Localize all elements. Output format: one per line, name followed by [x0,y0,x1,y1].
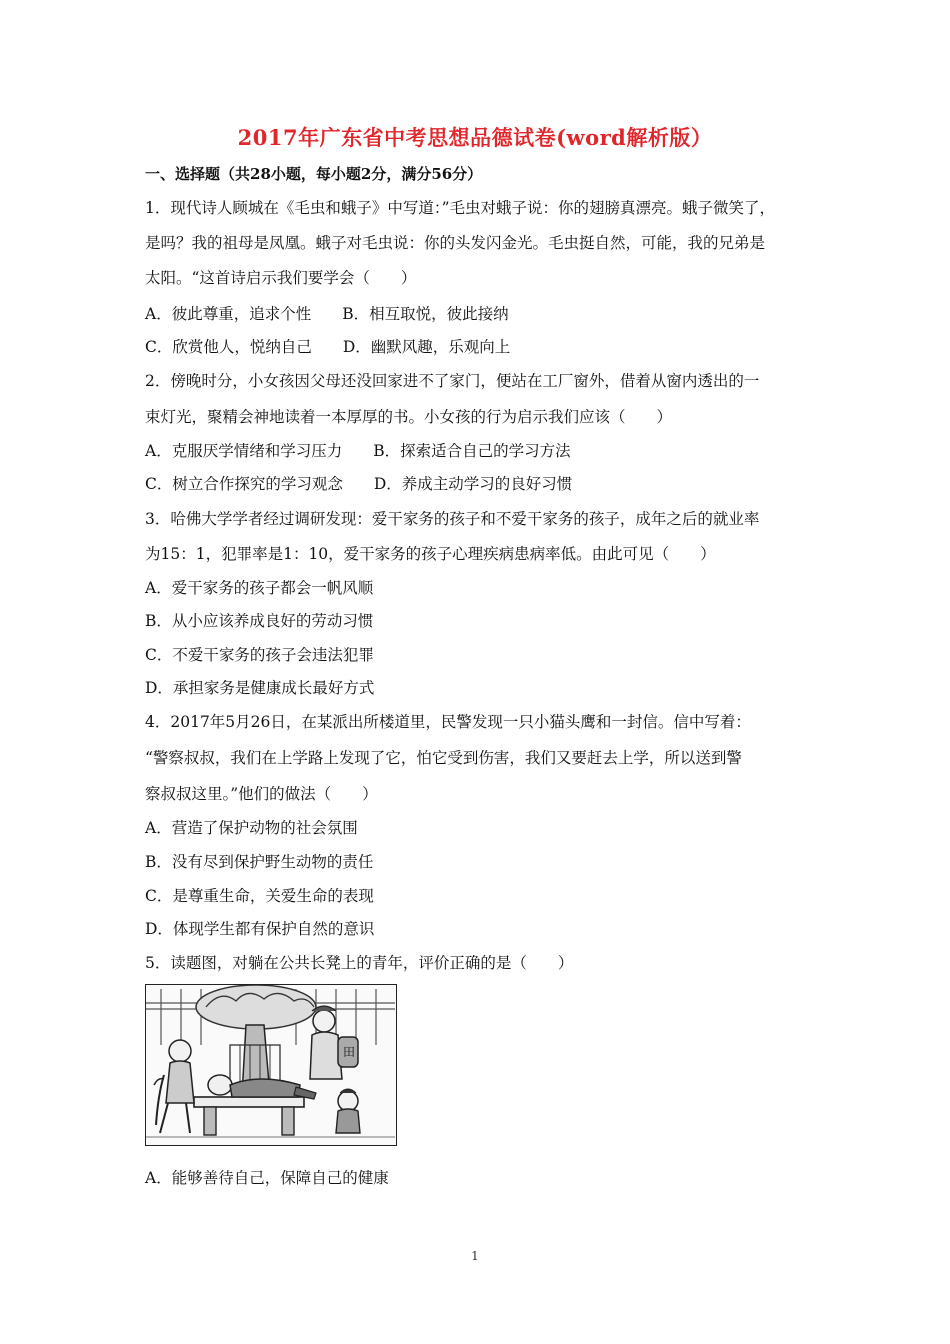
question-text: 为15：1，犯罪率是1：10，爱干家务的孩子心理疾病患病率低。由此可见（ ） [145,545,716,563]
answer-option: D．体现学生都有保护自然的意识 [145,920,375,938]
answer-option: A．彼此尊重，追求个性 B．相互取悦，彼此接纳 [145,305,509,323]
question-text: 察叔叔这里。”他们的做法（ ） [145,785,378,803]
question-text: 太阳。“这首诗启示我们要学会（ ） [145,269,417,287]
question-text: “警察叔叔，我们在上学路上发现了它，怕它受到伤害，我们又要赶去上学，所以送到警 [145,749,742,767]
page-number: 1 [471,1249,479,1263]
answer-option: B．从小应该养成良好的劳动习惯 [145,612,374,630]
question-text: 2．傍晚时分，小女孩因父母还没回家进不了家门，便站在工厂窗外，借着从窗内透出的一 [145,372,760,390]
question-text: 1．现代诗人顾城在《毛虫和蛾子》中写道：”毛虫对蛾子说：你的翅膀真漂亮。蛾子微笑了， [145,199,776,217]
answer-option: A．爱干家务的孩子都会一帆风顺 [145,579,374,597]
badge-text: 田 [343,1045,356,1059]
answer-option: A．能够善待自己，保障自己的健康 [145,1169,389,1187]
section-heading: 一、选择题（共28小题，每小题2分，满分56分） [145,165,483,183]
answer-option: C．不爱干家务的孩子会违法犯罪 [145,646,374,664]
answer-option: C．是尊重生命，关爱生命的表现 [145,887,374,905]
answer-option: B．没有尽到保护野生动物的责任 [145,853,374,871]
answer-option: A．营造了保护动物的社会氛围 [145,819,358,837]
answer-option: D．承担家务是健康成长最好方式 [145,679,375,697]
question-text: 是吗？我的祖母是凤凰。蛾子对毛虫说：你的头发闪金光。毛虫挺自然，可能，我的兄弟是 [145,234,766,252]
question-text: 4．2017年5月26日，在某派出所楼道里，民警发现一只小猫头鹰和一封信。信中写着： [145,713,751,731]
question-text: 3．哈佛大学学者经过调研发现：爱干家务的孩子和不爱干家务的孩子，成年之后的就业率 [145,510,760,528]
page-title: 2017年广东省中考思想品德试卷(word解析版） [237,125,713,150]
cartoon-illustration [146,985,395,1144]
answer-option: C．欣赏他人，悦纳自己 D．幽默风趣，乐观向上 [145,338,511,356]
answer-option: A．克服厌学情绪和学习压力 B．探索适合自己的学习方法 [145,442,571,460]
answer-option: C．树立合作探究的学习观念 D．养成主动学习的良好习惯 [145,475,573,493]
question-text: 束灯光，聚精会神地读着一本厚厚的书。小女孩的行为启示我们应该（ ） [145,408,673,426]
question-text: 5．读题图，对躺在公共长凳上的青年，评价正确的是（ ） [145,954,574,972]
cartoon-figure [145,984,397,1146]
